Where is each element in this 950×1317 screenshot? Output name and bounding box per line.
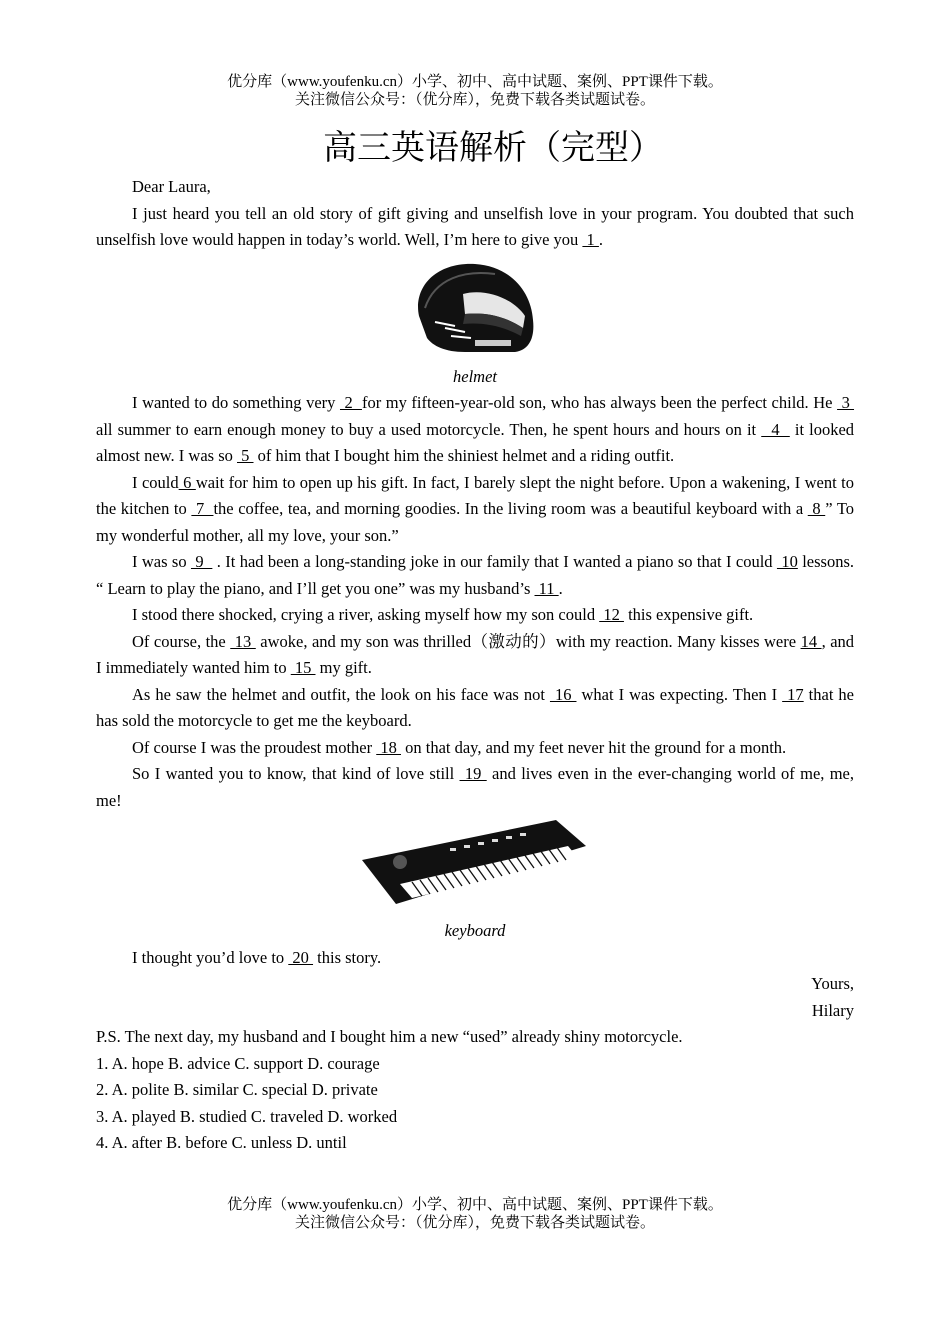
blank-14: 14 xyxy=(800,631,822,651)
paragraph-8: Of course I was the proudest mother 18 on that day, and my feet never hit the ground for a month. xyxy=(132,737,787,757)
paragraph-9: So I wanted you to know, that kind of love still 19 and lives even in the ever-changing world of me, me, me! xyxy=(96,764,855,810)
header-line-2: 关注微信公众号：（优分库），免费下载各类试题试卷。 xyxy=(294,92,655,108)
blank-17: 17 xyxy=(782,684,804,704)
paragraph-4: I was so 9 . It had been a long-standing joke in our family that I wanted a piano so that I could 10 lessons. “ Learn to play the piano, and I’ll get you one” was my husband’s 11 . xyxy=(96,552,855,598)
blank-9: 9 xyxy=(190,552,213,571)
blank-5: 5 xyxy=(237,446,254,465)
paragraph-3: I could 6 wait for him to open up his gift. In fact, I barely slept the night before. Upon a wakening, I went to the kitchen to 7 the coffee, tea, and morning goodies. In the living room was a beautiful keyboard with a 8 ” To my wonderful mother, all my love, your son.” xyxy=(96,472,855,545)
header-line-1: 优分库（www.youfenku.cn）小学、初中、高中试题、案例、PPT课件下载。 xyxy=(227,74,723,90)
blank-1: 1 xyxy=(582,230,599,249)
blank-2: 2 xyxy=(339,393,362,412)
option-line: 2. A. polite B. similar C. special D. private xyxy=(96,1080,378,1099)
paragraph-6: Of course, the 13 awoke, and my son was thrilled（激动的）with my reaction. Many kisses were 14 , and I immediately wanted him to 15 my gift. xyxy=(96,631,855,677)
option-line: 3. A. played B. studied C. traveled D. worked xyxy=(96,1106,398,1126)
blank-4: 4 xyxy=(761,419,790,439)
paragraph-5: I stood there shocked, crying a river, asking myself how my son could 12 this expensive gift. xyxy=(132,605,754,624)
helmet-caption: helmet xyxy=(453,366,497,386)
header-notice xyxy=(0,73,950,109)
blank-11: 11 xyxy=(534,578,559,598)
signature: Hilary xyxy=(811,1000,854,1020)
blank-8: 8 xyxy=(807,499,826,518)
helmet-image xyxy=(405,258,545,358)
option-line: 4. A. after B. before C. unless D. until xyxy=(96,1133,347,1152)
footer-line-1: 优分库（www.youfenku.cn）小学、初中、高中试题、案例、PPT课件下载。 xyxy=(227,1197,723,1213)
blank-16: 16 xyxy=(549,684,577,704)
postscript: P.S. The next day, my husband and I bought him a new “used” already shiny motorcycle. xyxy=(96,1027,683,1046)
paragraph-1: I just heard you tell an old story of gift giving and unselfish love in your program. You doubted that such unselfish love would happen in today’s world. Well, I’m here to give you 1 . xyxy=(96,203,854,249)
paragraph-2: I wanted to do something very 2 for my fifteen-year-old son, who has always been the perfect child. He 3 all summer to earn enough money to buy a used motorcycle. Then, he spent hours and hours on it 4 it looked almost new. I was so 5 of him that I bought him the shiniest helmet and a riding outfit. xyxy=(96,393,855,465)
greeting: Dear Laura, xyxy=(132,177,211,196)
blank-20: 20 xyxy=(288,947,314,967)
helmet-figure xyxy=(96,254,854,364)
blank-12: 12 xyxy=(599,605,624,624)
blank-15: 15 xyxy=(290,658,316,677)
footer-line-2: 关注微信公众号：（优分库），免费下载各类试题试卷。 xyxy=(294,1215,655,1231)
letter-body xyxy=(96,174,854,1157)
page-title: 高三英语解析（完型） xyxy=(323,130,663,167)
closing: Yours, xyxy=(811,974,854,993)
keyboard-figure xyxy=(96,814,854,918)
blank-10: 10 xyxy=(776,552,798,571)
blank-6: 6 xyxy=(178,472,196,492)
blank-19: 19 xyxy=(459,764,487,783)
option-line: 1. A. hope B. advice C. support D. courage xyxy=(96,1053,380,1073)
paragraph-7: As he saw the helmet and outfit, the look on his face was not 16 what I was expecting. Then I 17 that he has sold the motorcycle to get me the keyboard. xyxy=(96,684,855,730)
blank-13: 13 xyxy=(230,631,256,651)
blank-7: 7 xyxy=(191,499,214,518)
footer-notice xyxy=(0,1196,950,1232)
blank-18: 18 xyxy=(376,737,401,757)
blank-3: 3 xyxy=(837,393,855,412)
keyboard-caption: keyboard xyxy=(444,921,506,940)
keyboard-image xyxy=(360,818,590,910)
paragraph-10: I thought you’d love to 20 this story. xyxy=(132,947,382,967)
